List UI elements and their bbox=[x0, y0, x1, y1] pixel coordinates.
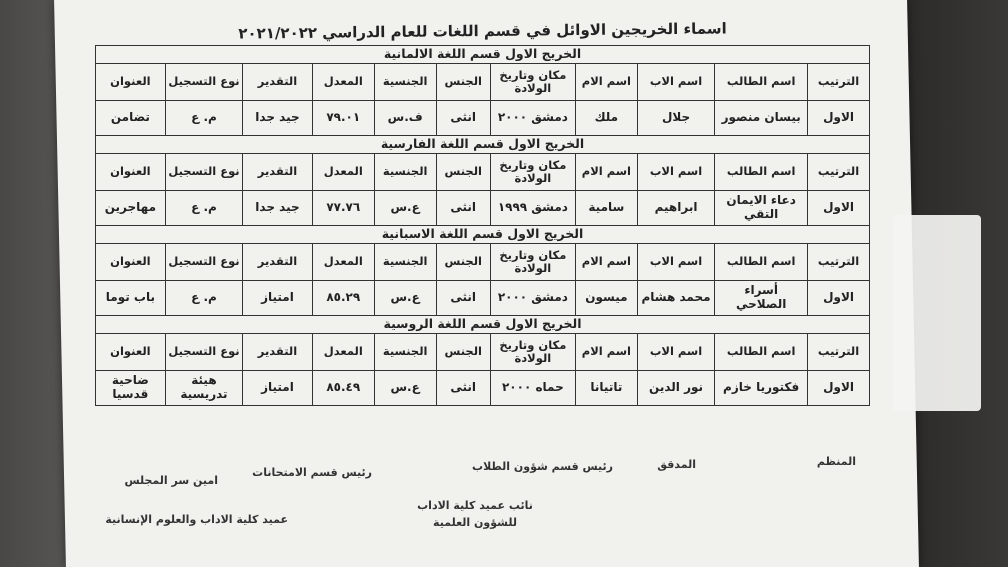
section-title: الخريج الاول قسم اللغة الروسية bbox=[96, 316, 870, 334]
data-cell: انثى bbox=[436, 191, 490, 226]
signature-organizer: المنظم bbox=[816, 455, 856, 468]
header-cell: المعدل bbox=[312, 64, 374, 101]
signature-student-affairs: رئيس قسم شؤون الطلاب bbox=[472, 460, 613, 473]
data-cell: سامية bbox=[575, 191, 637, 226]
header-cell: الترتيب bbox=[808, 64, 870, 101]
header-cell: مكان وتاريخ الولادة bbox=[490, 334, 575, 371]
header-cell: اسم الطالب bbox=[715, 334, 808, 371]
header-cell: الجنسية bbox=[374, 64, 436, 101]
document bbox=[95, 19, 870, 406]
table-row bbox=[96, 371, 870, 406]
data-cell: باب توما bbox=[96, 281, 166, 316]
header-cell: التقدير bbox=[243, 244, 313, 281]
header-cell: اسم الطالب bbox=[715, 244, 808, 281]
data-cell: نور الدين bbox=[637, 371, 714, 406]
header-cell: اسم الطالب bbox=[715, 154, 808, 191]
data-cell: انثى bbox=[436, 371, 490, 406]
section-title-row bbox=[96, 136, 870, 154]
data-cell: انثى bbox=[436, 101, 490, 136]
header-cell: العنوان bbox=[96, 334, 166, 371]
header-cell: اسم الاب bbox=[637, 244, 714, 281]
table-row bbox=[96, 191, 870, 226]
header-cell: مكان وتاريخ الولادة bbox=[490, 154, 575, 191]
section-title: الخريج الاول قسم اللغة الفارسية bbox=[96, 136, 870, 154]
header-cell: نوع التسجيل bbox=[165, 334, 242, 371]
data-cell: دمشق ٢٠٠٠ bbox=[490, 281, 575, 316]
header-cell: التقدير bbox=[243, 154, 313, 191]
header-cell: الجنس bbox=[436, 244, 490, 281]
data-cell: أسراء الصلاحي bbox=[715, 281, 808, 316]
data-cell: انثى bbox=[436, 281, 490, 316]
data-cell: م. ع bbox=[165, 191, 242, 226]
header-cell: الجنسية bbox=[374, 154, 436, 191]
data-cell: بيسان منصور bbox=[715, 101, 808, 136]
data-cell: ٧٧.٧٦ bbox=[312, 191, 374, 226]
header-cell: الترتيب bbox=[808, 244, 870, 281]
signature-council-secretary: امين سر المجلس bbox=[124, 474, 218, 487]
header-cell: اسم الام bbox=[575, 154, 637, 191]
data-cell: الاول bbox=[808, 191, 870, 226]
header-cell: مكان وتاريخ الولادة bbox=[490, 64, 575, 101]
header-cell: نوع التسجيل bbox=[165, 244, 242, 281]
section-title-row bbox=[96, 226, 870, 244]
header-cell: اسم الاب bbox=[637, 154, 714, 191]
header-row bbox=[96, 244, 870, 281]
data-cell: امتياز bbox=[243, 371, 313, 406]
header-row bbox=[96, 64, 870, 101]
header-cell: اسم الاب bbox=[637, 334, 714, 371]
data-cell: مهاجرين bbox=[96, 191, 166, 226]
data-cell: ع.س bbox=[374, 371, 436, 406]
data-cell: جيد جدا bbox=[243, 191, 313, 226]
document-title: اسماء الخريجين الاوائل في قسم اللغات للعام الدراسي ٢٠٢١/٢٠٢٢ bbox=[238, 19, 727, 43]
light-glare bbox=[893, 215, 981, 411]
data-cell: م. ع bbox=[165, 101, 242, 136]
section-title: الخريج الاول قسم اللغة الالمانية bbox=[96, 46, 870, 64]
data-cell: ع.س bbox=[374, 191, 436, 226]
data-cell: دمشق ٢٠٠٠ bbox=[490, 101, 575, 136]
header-cell: المعدل bbox=[312, 244, 374, 281]
header-cell: المعدل bbox=[312, 154, 374, 191]
header-cell: الجنس bbox=[436, 64, 490, 101]
data-cell: ع.س bbox=[374, 281, 436, 316]
data-cell: فكتوريا خازم bbox=[715, 371, 808, 406]
header-cell: اسم الام bbox=[575, 334, 637, 371]
data-cell: محمد هشام bbox=[637, 281, 714, 316]
data-cell: الاول bbox=[808, 371, 870, 406]
data-cell: دمشق ١٩٩٩ bbox=[490, 191, 575, 226]
header-row bbox=[96, 334, 870, 371]
header-cell: اسم الطالب bbox=[715, 64, 808, 101]
graduates-table bbox=[95, 45, 870, 406]
data-cell: الاول bbox=[808, 281, 870, 316]
section-title-row bbox=[96, 46, 870, 64]
header-cell: اسم الام bbox=[575, 64, 637, 101]
data-cell: ضاحية قدسيا bbox=[96, 371, 166, 406]
data-cell: دعاء الايمان التقي bbox=[715, 191, 808, 226]
header-cell: العنوان bbox=[96, 154, 166, 191]
header-cell: نوع التسجيل bbox=[165, 64, 242, 101]
data-cell: ف.س bbox=[374, 101, 436, 136]
section-title-row bbox=[96, 316, 870, 334]
header-cell: نوع التسجيل bbox=[165, 154, 242, 191]
data-cell: ٨٥.٢٩ bbox=[312, 281, 374, 316]
data-cell: م. ع bbox=[165, 281, 242, 316]
table-row bbox=[96, 101, 870, 136]
signature-auditor: المدقق bbox=[657, 458, 696, 471]
header-cell: الترتيب bbox=[808, 334, 870, 371]
header-cell: المعدل bbox=[312, 334, 374, 371]
table-row bbox=[96, 281, 870, 316]
header-cell: العنوان bbox=[96, 64, 166, 101]
header-cell: الجنسية bbox=[374, 334, 436, 371]
data-cell: ٨٥.٤٩ bbox=[312, 371, 374, 406]
data-cell: تاتيانا bbox=[575, 371, 637, 406]
data-cell: امتياز bbox=[243, 281, 313, 316]
section-title: الخريج الاول قسم اللغة الاسبانية bbox=[96, 226, 870, 244]
header-row bbox=[96, 154, 870, 191]
data-cell: ابراهيم bbox=[637, 191, 714, 226]
header-cell: الجنس bbox=[436, 334, 490, 371]
header-cell: اسم الاب bbox=[637, 64, 714, 101]
header-cell: اسم الام bbox=[575, 244, 637, 281]
data-cell: ٧٩.٠١ bbox=[312, 101, 374, 136]
signature-exams-head: رئيس قسم الامتحانات bbox=[252, 466, 372, 479]
header-cell: التقدير bbox=[243, 64, 313, 101]
data-cell: الاول bbox=[808, 101, 870, 136]
header-cell: الترتيب bbox=[808, 154, 870, 191]
header-cell: مكان وتاريخ الولادة bbox=[490, 244, 575, 281]
data-cell: هيئة تدريسية bbox=[165, 371, 242, 406]
data-cell: ملك bbox=[575, 101, 637, 136]
data-cell: جلال bbox=[637, 101, 714, 136]
header-cell: الجنسية bbox=[374, 244, 436, 281]
data-cell: ميسون bbox=[575, 281, 637, 316]
data-cell: حماه ٢٠٠٠ bbox=[490, 371, 575, 406]
data-cell: جيد جدا bbox=[243, 101, 313, 136]
header-cell: العنوان bbox=[96, 244, 166, 281]
data-cell: تضامن bbox=[96, 101, 166, 136]
header-cell: الجنس bbox=[436, 154, 490, 191]
header-cell: التقدير bbox=[243, 334, 313, 371]
signature-vice-dean: نائب عميد كلية الاداب للشؤون العلمية bbox=[417, 499, 533, 529]
signature-dean: عميد كلية الاداب والعلوم الإنسانية bbox=[105, 513, 288, 526]
